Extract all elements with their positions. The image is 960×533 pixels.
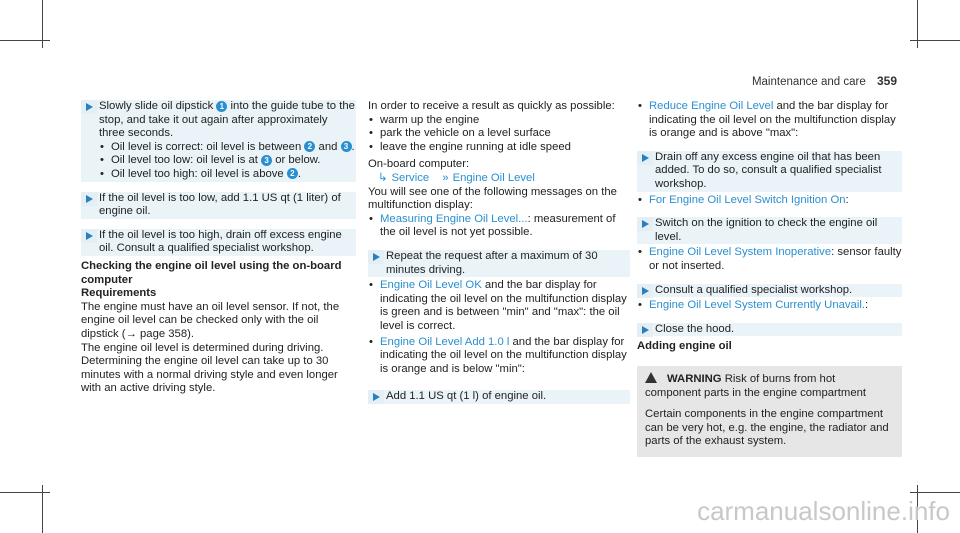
step-arrow-icon [637, 323, 653, 337]
warning-lead: Risk of burns from hot component parts in the engine compartment [645, 372, 867, 399]
warning-box [637, 366, 902, 459]
callout-2-icon: 2 [287, 168, 298, 179]
message-text: : [865, 299, 869, 312]
step-text: Close the hood. [655, 322, 735, 335]
message-text: : measurement of the oil level is not yet possible. [380, 212, 616, 239]
column-1 [81, 100, 356, 396]
message-text: : [845, 193, 849, 206]
step-block [81, 100, 356, 182]
step-arrow-icon [637, 284, 653, 298]
list-item: • leave the engine running at idle speed [368, 141, 630, 155]
list-item [368, 336, 630, 377]
callout-2-icon: 2 [304, 141, 315, 152]
crop-mark [917, 0, 918, 48]
requirements-heading: Requirements [81, 287, 157, 300]
bullet-text: and [318, 140, 338, 153]
list-item [637, 246, 902, 273]
section-title: Maintenance and care [751, 76, 866, 88]
page-number: 359 [876, 74, 897, 88]
warning-title: WARNING [667, 372, 722, 385]
bullet-text: or below. [275, 154, 321, 167]
step-arrow-icon [637, 217, 653, 231]
list-item [368, 279, 630, 333]
step-arrow-icon [81, 100, 97, 114]
menu-arrow-icon: ↳ [378, 171, 388, 184]
message-text: and the bar display for indicating the oil level on the multifunction display is orange and is below "min": [380, 335, 627, 375]
list-item [637, 194, 902, 208]
double-chevron-icon: » [442, 171, 449, 184]
callout-3-icon: 3 [261, 155, 272, 166]
bullet-text: Oil level too high: oil level is above [111, 167, 284, 180]
display-message: Engine Oil Level System Currently Unavail. [649, 299, 865, 312]
list-item [99, 154, 356, 168]
message-text: : sensor faulty or not inserted. [649, 246, 902, 272]
menu-service: Service [391, 171, 430, 184]
bullet-text: Oil level is correct: oil level is between [111, 140, 302, 153]
menu-path [368, 172, 630, 186]
step-arrow-icon [81, 192, 97, 206]
list-item: • park the vehicle on a level surface [368, 127, 630, 141]
section-heading: Adding engine oil [637, 340, 732, 353]
step-block [368, 390, 630, 404]
crop-mark [42, 485, 43, 533]
callout-3-icon: 3 [341, 141, 352, 152]
onboard-label: On-board computer: [368, 158, 470, 171]
list-item: • Oil level is correct: oil level is between 2 and 3 . [99, 141, 356, 155]
step-text: Slowly slide oil dipstick [99, 100, 214, 112]
step-block [81, 229, 356, 256]
step-arrow-icon [637, 151, 653, 165]
step-text: Drain off any excess engine oil that has been added. To do so, consult a qualified specialist workshop. [655, 150, 882, 190]
step-arrow-icon [81, 229, 97, 243]
step-block [81, 192, 356, 219]
callout-1-icon: 1 [216, 101, 227, 112]
warning-body: Certain components in the engine compartment can be very hot, e.g. the engine, the radiator and parts of the exhaust system. [645, 408, 889, 448]
step-arrow-icon [368, 250, 384, 264]
paragraph: You will see one of the following messages on the multifunction display: [368, 185, 617, 212]
step-arrow-icon [368, 390, 384, 404]
step-block [637, 151, 902, 192]
list-item [637, 299, 902, 313]
step-text: Switch on the ignition to check the engine oil level. [655, 217, 878, 243]
step-block [637, 323, 902, 337]
step-text: Add 1.1 US qt (1 l) of engine oil. [386, 390, 547, 403]
list-item [368, 213, 630, 240]
paragraph: In order to receive a result as quickly as possible: [368, 100, 615, 112]
step-text: Repeat the request after a maximum of 30 minutes driving. [386, 249, 598, 276]
list-item [637, 100, 902, 141]
page-header [752, 74, 897, 88]
step-text: If the oil level is too low, add 1.1 US qt (1 liter) of engine oil. [99, 191, 341, 218]
step-block [368, 250, 630, 277]
menu-engine-oil-level: Engine Oil Level [452, 171, 535, 184]
step-text: Consult a qualified specialist workshop. [655, 283, 853, 296]
paragraph: The engine must have an oil level sensor. If not, the engine oil level can be checked only with the oil dipstick (→ page 358). [81, 300, 340, 340]
display-message: Measuring Engine Oil Level... [380, 212, 528, 225]
message-text: and the bar display for indicating the oil level on the multifunction display is green and is between "min" and "max": the oil level is correct. [380, 279, 627, 332]
step-block [637, 217, 902, 244]
step-block [637, 284, 902, 298]
list-item: • Oil level too high: oil level is above 2 . [99, 168, 356, 182]
column-3 [637, 100, 902, 459]
display-message: Reduce Engine Oil Level [649, 100, 774, 112]
watermark: carmanualsonline.info [697, 496, 950, 526]
paragraph: The engine oil level is determined during driving. Determining the engine oil level can take up to 30 minutes with a normal driving style and even longer with an active driving style. [81, 341, 338, 395]
step-text: If the oil level is too high, drain off excess engine oil. Consult a qualified specialist workshop. [99, 228, 342, 255]
bullet-text: Oil level too low: oil level is at [111, 154, 258, 167]
message-text: and the bar display for indicating the oil level on the multifunction display is orange and is above "max": [649, 100, 896, 140]
display-message: Engine Oil Level Add 1.0 l [380, 335, 510, 348]
list-item: • warm up the engine [368, 114, 630, 128]
display-message: For Engine Oil Level Switch Ignition On [649, 193, 846, 206]
crop-mark [42, 0, 43, 48]
warning-triangle-icon [645, 372, 657, 383]
column-2 [368, 100, 630, 414]
step-text: into the guide tube to the stop, and take it out again after approximately three seconds. [99, 100, 355, 140]
display-message: Engine Oil Level System Inoperative [649, 246, 832, 259]
display-message: Engine Oil Level OK [380, 279, 482, 292]
section-heading: Checking the engine oil level using the on-board computer [81, 259, 342, 286]
